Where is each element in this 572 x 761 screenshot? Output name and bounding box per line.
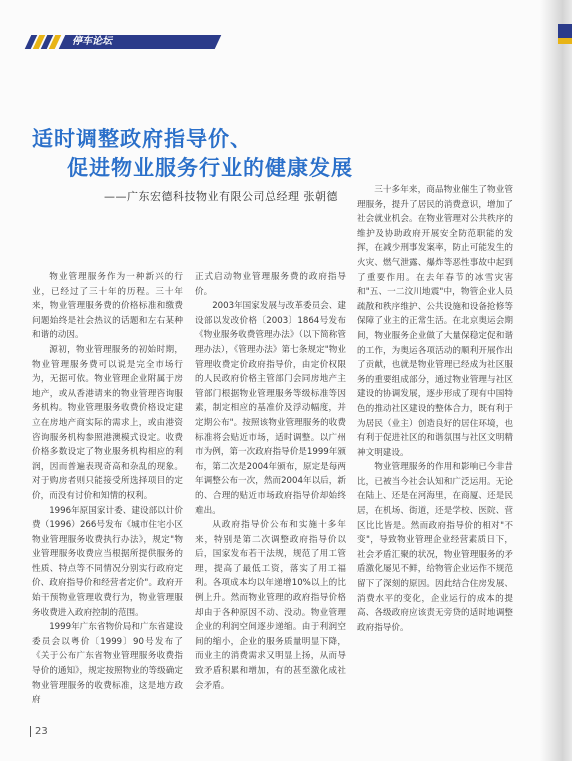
header-stripes	[28, 35, 58, 49]
paragraph: 从政府指导价公布和实施十多年来，特别是第二次调整政府指导价以后，国家发布若干法规，规范了用工管理，提高了最低工资，落实了用工福利。各项成本均以年递增10%以上的比例上升。然而物业管理的政府指导价格却由于各种原因不动、没动。物业管理企业的利润空间逐步递缩。由于利润空间的缩小，企业的服务质量明显下降，而业主的消费需求又明显上扬，从而导致矛盾积累和增加，有的甚至激化成社会矛盾。	[195, 520, 346, 691]
column-name: 停车论坛	[72, 36, 112, 47]
article-title-line1: 适时调整政府指导价、	[32, 127, 252, 151]
next-page-edge-accent	[558, 38, 572, 44]
paragraph: 1996年原国家计委、建设部以计价费（1996）266号发布《城市住宅小区物业管理服务收费执行办法》，规定"物业管理服务收费应当根据所提供服务的性质、特点等不同情况分别实行政府定价、政府指导价和经营者定价"。政府开始干预物业管理收费行为，物业管理服务收费进入政府控制的范围。	[32, 505, 183, 618]
text-column-1	[32, 270, 183, 708]
next-page-edge-mark	[558, 24, 572, 38]
paragraph: 源初，物业管理服务的初始时期，物业管理服务费可以说是完全市场行为，无据可依。物业管理企业附属于房地产，或从香港请来的物业管理咨询服务机构。物业管理服务收费价格设定建立在房地产商实际的需求上，或由港资咨询服务机构参照港澳模式设定。收费价格多数设定了物业服务机构相应的利润，因而普遍表现奇高和杂乱的现象。对于购房者则只能接受所选择项目的定价，而没有讨价和知情的权利。	[32, 344, 183, 501]
text-column-2	[195, 270, 346, 693]
paragraph: 三十多年来，商品物业催生了物业管理服务，提升了居民的消费意识，增加了社会就业机会。在物业管理对公共秩序的维护及协助政府开展安全防范职能的发挥，在减少刑事发案率，防止可能发生的火灾、燃气泄露、爆炸等恶性事故中起到了重要作用。在去年春节的冰雪灾害和"五、一二汶川地震"中，物管企业人员疏散和秩序维护、公共设施和设备抢修等保障了业主的正常生活。在北京奥运会期间，物业服务企业做了大量保稳定促和谐的工作，为奥运各项活动的顺利开展作出了贡献，也就是物业管理已经成为社区服务的重要组成部分，通过物业管理与社区建设的协调发展，逐步形成了现有中国特色的推动社区建设的整体合力，既有利于为居民（业主）创造良好的居住环境，也有利于促进社区的和谐氛围与社区文明精神文明建设。	[357, 185, 513, 458]
paragraph: 物业管理服务作为一种新兴的行业，已经过了三十年的历程。三十年来，物业管理服务费的价格标准和缴费问题始终是社会热议的话题和左右某种和谐的动因。	[32, 272, 183, 341]
author-byline: ——广东宏德科技物业有限公司总经理 张朝德	[104, 190, 338, 203]
paragraph: 1999年广东省物价局和广东省建设委员会以粤价〔1999〕90号发布了《关于公布广东省物业管理服务收费指导价的通知》，规定按照物业的等级确定物业管理服务的收费标准，这是地方政府	[32, 622, 183, 706]
paragraph: 2003年国家发展与改革委员会、建设部以发改价格〔2003〕1864号发布《物业服务收费管理办法》（以下简称管理办法），《管理办法》第七条规定"物业管理收费定价政府指导价，由定价权限的人民政府价格主管部门会同房地产主管部门根据物业管理服务等级标准等因素，制定相应的基准价及浮动幅度，并定期公布"。按照该物业管理服务的收费标准将会贴近市场，适时调整。以广州市为例，第一次政府指导价是1999年颁布，第二次是2004年颁布，原定是每两年调整公布一次，然而2004年以后，新的、合理的贴近市场政府指导价却始终难出。	[195, 301, 346, 516]
page-fold-shadow	[540, 0, 572, 761]
text-column-3	[357, 183, 513, 635]
column-header	[28, 34, 218, 50]
article-title-line2: 促进物业服务行业的健康发展	[67, 156, 353, 180]
page-number: 23	[30, 726, 48, 737]
column-header-bar	[59, 35, 222, 49]
paragraph: 正式启动物业管理服务费的政府指导价。	[195, 272, 346, 297]
paragraph: 物业管理服务的作用和影响已今非昔比，已被当今社会认知和广泛运用。无论在陆上、还是在河海里，在商厦、还是民居，在机场、街道，还是学校、医院、营区比比皆是。然而政府指导价的相对"不变"，导致物业管理企业经营素质日下，社会矛盾汇聚的状况，物业管理服务的矛盾激化屡见不鲜，给物管企业运作不规范留下了深刻的原因。因此结合住房发展、消费水平的变化，企业运行的成本的提高、各级政府应该责无旁贷的适时地调整政府指导价。	[357, 462, 513, 633]
